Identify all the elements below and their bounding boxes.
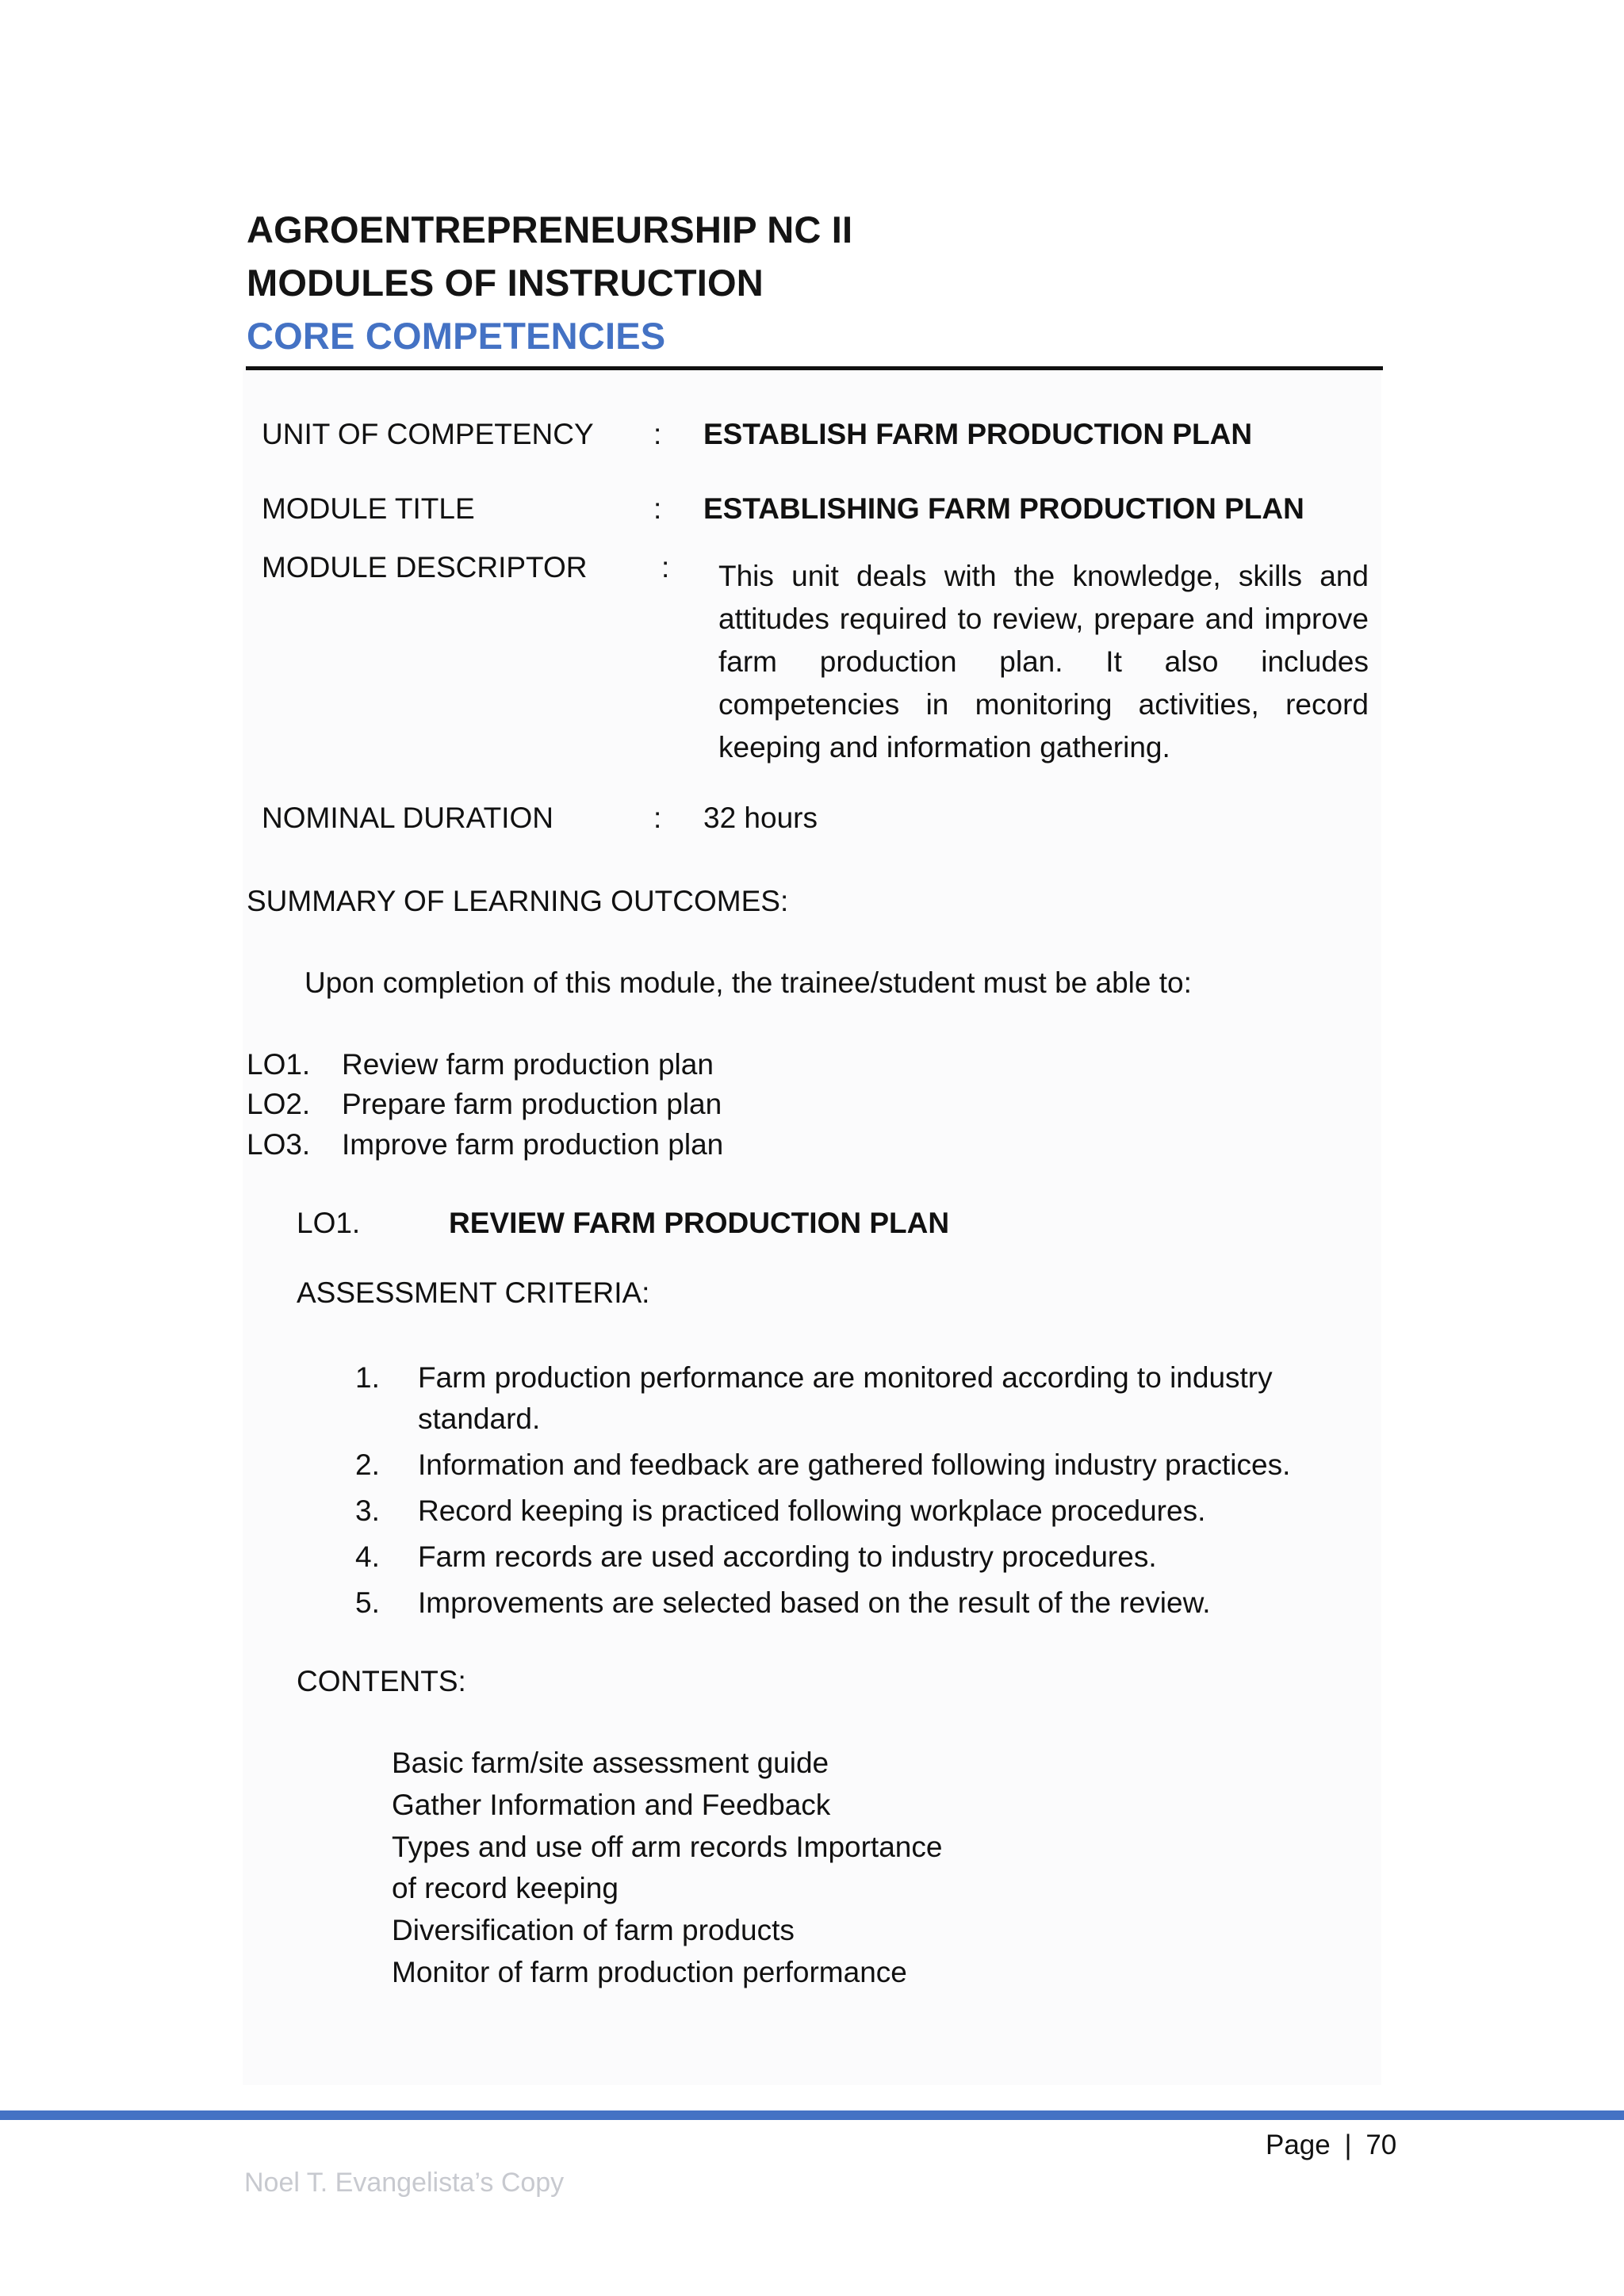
unit-colon: : — [653, 418, 662, 450]
section-title: CORE COMPETENCIES — [247, 315, 666, 357]
page-label: Page — [1266, 2130, 1331, 2160]
module-title-colon: : — [653, 492, 662, 525]
criteria-text-continued: standard. — [418, 1402, 541, 1435]
contents-item: Monitor of farm production performance — [392, 1956, 907, 1988]
criteria-text: Information and feedback are gathered following industry practices. — [418, 1448, 1291, 1481]
page-number-value: 70 — [1365, 2130, 1397, 2160]
outcome-code: LO3. — [247, 1128, 311, 1161]
module-descriptor-text: This unit deals with the knowledge, skills and attitudes required to review, prepare and improve farm production plan. It also includes competencies in monitoring activities, record keeping and information gathering. — [718, 560, 1369, 763]
lo1-title: REVIEW FARM PRODUCTION PLAN — [449, 1207, 950, 1239]
criteria-text: Improvements are selected based on the result of the review. — [418, 1586, 1211, 1619]
module-title-label: MODULE TITLE — [262, 492, 475, 525]
outcome-text: Improve farm production plan — [342, 1128, 724, 1161]
criteria-number: 5. — [355, 1586, 380, 1619]
outcome-code: LO2. — [247, 1088, 311, 1120]
assessment-criteria-heading: ASSESSMENT CRITERIA: — [297, 1276, 650, 1309]
criteria-text: Farm production performance are monitored according to industry — [418, 1361, 1273, 1394]
header-divider — [246, 366, 1383, 370]
criteria-number: 2. — [355, 1448, 380, 1481]
footer-bar — [0, 2110, 1624, 2120]
criteria-text: Record keeping is practiced following workplace procedures. — [418, 1494, 1206, 1527]
contents-item: Diversification of farm products — [392, 1914, 795, 1946]
document-subtitle: MODULES OF INSTRUCTION — [247, 262, 764, 304]
nominal-duration-label: NOMINAL DURATION — [262, 802, 553, 834]
nominal-duration-value: 32 hours — [703, 802, 818, 834]
contents-item: of record keeping — [392, 1872, 619, 1904]
module-title-value: ESTABLISHING FARM PRODUCTION PLAN — [703, 492, 1304, 525]
unit-value: ESTABLISH FARM PRODUCTION PLAN — [703, 418, 1253, 450]
contents-item: Basic farm/site assessment guide — [392, 1747, 829, 1779]
criteria-number: 3. — [355, 1494, 380, 1527]
outcome-text: Prepare farm production plan — [342, 1088, 722, 1120]
document-title: AGROENTREPRENEURSHIP NC II — [247, 209, 853, 251]
module-descriptor-colon: : — [661, 551, 670, 584]
summary-heading: SUMMARY OF LEARNING OUTCOMES: — [247, 885, 789, 917]
criteria-number: 1. — [355, 1361, 380, 1394]
outcome-code: LO1. — [247, 1048, 311, 1081]
contents-item: Types and use off arm records Importance — [392, 1831, 943, 1863]
outcome-text: Review farm production plan — [342, 1048, 714, 1081]
contents-item: Gather Information and Feedback — [392, 1789, 831, 1821]
summary-intro: Upon completion of this module, the trainee/student must be able to: — [304, 966, 1192, 999]
lo1-code: LO1. — [297, 1207, 361, 1239]
nominal-duration-colon: : — [653, 802, 662, 834]
criteria-text: Farm records are used according to industry procedures. — [418, 1540, 1157, 1573]
watermark: Noel T. Evangelista’s Copy — [244, 2168, 565, 2198]
module-descriptor-label: MODULE DESCRIPTOR — [262, 551, 588, 584]
contents-heading: CONTENTS: — [297, 1665, 466, 1697]
page-number — [1266, 2130, 1396, 2161]
unit-label: UNIT OF COMPETENCY — [262, 418, 594, 450]
criteria-number: 4. — [355, 1540, 380, 1573]
page-separator: | — [1344, 2130, 1352, 2160]
